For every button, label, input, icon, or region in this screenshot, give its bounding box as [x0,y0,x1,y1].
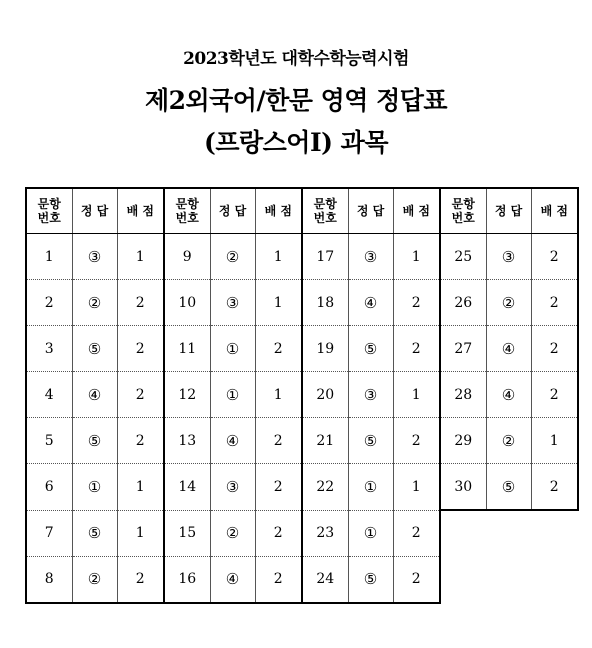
question-number [440,280,486,326]
answer-row [26,510,578,556]
points [117,372,164,418]
exam-title: 2023학년도 대학수학능력시험 [183,49,409,69]
question-number [26,234,72,280]
question-number-text: 9 [182,248,192,265]
points [255,234,302,280]
answer-mark-text: ⑤ [501,477,516,496]
question-number [440,234,486,280]
question-number-text: 14 [178,478,197,495]
answer-mark-text: ⑤ [87,431,102,450]
answer-mark-text: ④ [225,570,240,588]
answer-mark-text: ④ [501,339,516,358]
answer-row [26,326,578,372]
points-text: 2 [411,432,421,449]
question-number [302,372,348,418]
question-number [26,556,72,603]
question-number [440,326,486,372]
points-text: 2 [135,571,145,587]
answer-mark [72,372,117,418]
answer-mark [348,234,393,280]
answer-row [26,556,578,603]
empty-cell [440,556,486,603]
answer-mark-text: ⑤ [87,524,102,542]
answer-mark [486,464,531,511]
points-text: 2 [135,294,145,311]
points-text: 1 [411,248,421,265]
question-number-text: 29 [454,432,473,449]
answer-mark [348,510,393,556]
answer-mark-text: ② [225,247,240,266]
points-text: 1 [273,386,283,403]
points-text: 1 [273,294,283,311]
answer-mark [210,372,255,418]
answer-mark-text: ③ [87,247,102,266]
question-number [26,464,72,511]
question-number-text: 13 [178,432,197,449]
answer-mark-text: ⑤ [363,431,378,450]
points-text: 2 [411,294,421,311]
answer-row [26,464,578,511]
answer-mark-text: ④ [363,293,378,312]
points-text: 2 [135,386,145,403]
question-number [26,280,72,326]
points [393,464,440,511]
answer-mark [348,372,393,418]
answer-mark [348,464,393,511]
answer-mark [210,234,255,280]
empty-cell [531,510,578,556]
points [393,510,440,556]
question-number-text: 18 [316,294,335,311]
answer-mark [210,326,255,372]
question-number-text: 15 [178,525,197,541]
answer-mark [210,556,255,603]
answer-row [26,280,578,326]
points [117,556,164,603]
answer-mark-text: ③ [363,247,378,266]
points [393,418,440,464]
question-number-text: 24 [316,571,335,587]
answer-mark [72,418,117,464]
question-number-text: 8 [44,571,54,587]
points-text: 2 [549,340,559,357]
header-answer: 정 답 [210,188,255,234]
points [531,464,578,511]
header-points: 배 점 [117,188,164,234]
points [393,234,440,280]
question-number [164,418,210,464]
answer-mark [210,280,255,326]
points-text: 2 [549,478,559,495]
answer-mark-text: ④ [225,431,240,450]
points [255,510,302,556]
answer-mark-text: ② [225,524,240,542]
answer-mark-text: ③ [363,385,378,404]
points [531,372,578,418]
answer-mark [210,418,255,464]
points-text: 2 [411,340,421,357]
answer-mark-text: ① [225,339,240,358]
empty-cell [486,556,531,603]
question-number [164,464,210,511]
answer-mark [348,280,393,326]
question-number-text: 20 [316,386,335,403]
header-points: 배 점 [393,188,440,234]
header-question-number: 문항 번호 [440,188,486,234]
answer-mark-text: ① [363,524,378,542]
question-number [164,510,210,556]
question-number-text: 6 [44,478,54,495]
answer-mark [72,234,117,280]
answer-mark [486,234,531,280]
header-answer: 정 답 [348,188,393,234]
question-number [26,510,72,556]
question-number [26,326,72,372]
points [393,280,440,326]
question-number [302,418,348,464]
question-number-text: 3 [44,340,54,357]
answer-sheet-title: 제2외국어/한문 영역 정답표 [144,86,448,115]
question-number-text: 11 [178,340,197,357]
question-number [164,280,210,326]
empty-cell [531,556,578,603]
answer-mark-text: ④ [87,385,102,404]
points [531,280,578,326]
question-number-text: 25 [454,248,473,265]
question-number-text: 26 [454,294,473,311]
answer-mark-text: ⑤ [363,570,378,588]
points [255,280,302,326]
question-number [302,556,348,603]
answer-mark-text: ② [87,570,102,588]
header-question-number: 문항 번호 [164,188,210,234]
points [117,510,164,556]
points-text: 2 [549,294,559,311]
question-number [440,464,486,511]
question-number-text: 1 [44,248,54,265]
answer-table-body [26,188,578,603]
points [255,326,302,372]
question-number-text: 17 [316,248,335,265]
question-number-text: 19 [316,340,335,357]
question-number-text: 5 [44,432,54,449]
points-text: 1 [135,248,145,265]
question-number-text: 7 [44,525,54,541]
points [117,234,164,280]
points-text: 1 [411,386,421,403]
answer-mark [486,418,531,464]
question-number [26,372,72,418]
points-text: 1 [135,478,145,495]
answer-row [26,418,578,464]
question-number-text: 10 [178,294,197,311]
points [255,372,302,418]
points-text: 2 [411,525,421,541]
points-text: 1 [549,432,559,449]
answer-mark-text: ① [225,385,240,404]
answer-mark-text: ③ [225,477,240,496]
answer-mark [348,326,393,372]
question-number [302,464,348,511]
question-number [164,234,210,280]
header-points: 배 점 [255,188,302,234]
answer-mark [486,280,531,326]
question-number-text: 28 [454,386,473,403]
points [117,418,164,464]
answer-mark-text: ① [363,477,378,496]
empty-cell [486,510,531,556]
points [531,326,578,372]
answer-mark [72,326,117,372]
answer-mark [210,510,255,556]
points-text: 2 [273,571,283,587]
question-number [26,418,72,464]
points [393,372,440,418]
answer-mark [72,556,117,603]
answer-mark-text: ③ [501,247,516,266]
points [117,464,164,511]
question-number [302,234,348,280]
subject-title: (프랑스어Ⅰ) 과목 [204,128,388,157]
answer-mark-text: ③ [225,293,240,312]
points-text: 2 [549,386,559,403]
answer-mark-text: ② [87,293,102,312]
answer-row [26,372,578,418]
points-text: 2 [135,340,145,357]
question-number-text: 22 [316,478,335,495]
answer-row [26,234,578,280]
question-number [302,326,348,372]
points [531,234,578,280]
answer-mark [72,464,117,511]
answer-mark-text: ⑤ [87,339,102,358]
question-number-text: 2 [44,294,54,311]
points [117,280,164,326]
header-answer: 정 답 [72,188,117,234]
question-number-text: 16 [178,571,197,587]
answer-table [25,187,579,604]
header-points: 배 점 [531,188,578,234]
question-number-text: 4 [44,386,54,403]
question-number [164,372,210,418]
empty-cell [440,510,486,556]
points [255,464,302,511]
points-text: 1 [135,525,145,541]
question-number [302,280,348,326]
header-question-number: 문항 번호 [26,188,72,234]
points [393,326,440,372]
answer-mark-text: ② [501,293,516,312]
points [117,326,164,372]
answer-mark [486,372,531,418]
answer-mark [348,556,393,603]
question-number-text: 23 [316,525,335,541]
answer-mark-text: ④ [501,385,516,404]
question-number-text: 30 [454,478,473,495]
answer-mark [72,510,117,556]
points-text: 2 [273,478,283,495]
points-text: 2 [549,248,559,265]
points [255,418,302,464]
points-text: 2 [273,340,283,357]
question-number [302,510,348,556]
points-text: 2 [411,571,421,587]
answer-mark-text: ② [501,431,516,450]
answer-mark [348,418,393,464]
points-text: 2 [273,432,283,449]
question-number [440,418,486,464]
answer-mark-text: ① [87,477,102,496]
answer-mark [210,464,255,511]
header-answer: 정 답 [486,188,531,234]
question-number-text: 27 [454,340,473,357]
answer-mark [72,280,117,326]
question-number [164,326,210,372]
points-text: 1 [273,248,283,265]
points-text: 1 [411,478,421,495]
question-number-text: 12 [178,386,197,403]
points [531,418,578,464]
points-text: 2 [273,525,283,541]
answer-mark [486,326,531,372]
question-number [440,372,486,418]
header-question-number: 문항 번호 [302,188,348,234]
points [255,556,302,603]
answer-mark-text: ⑤ [363,339,378,358]
points-text: 2 [135,432,145,449]
question-number [164,556,210,603]
question-number-text: 21 [316,432,335,449]
header-row [26,188,578,234]
points [393,556,440,603]
